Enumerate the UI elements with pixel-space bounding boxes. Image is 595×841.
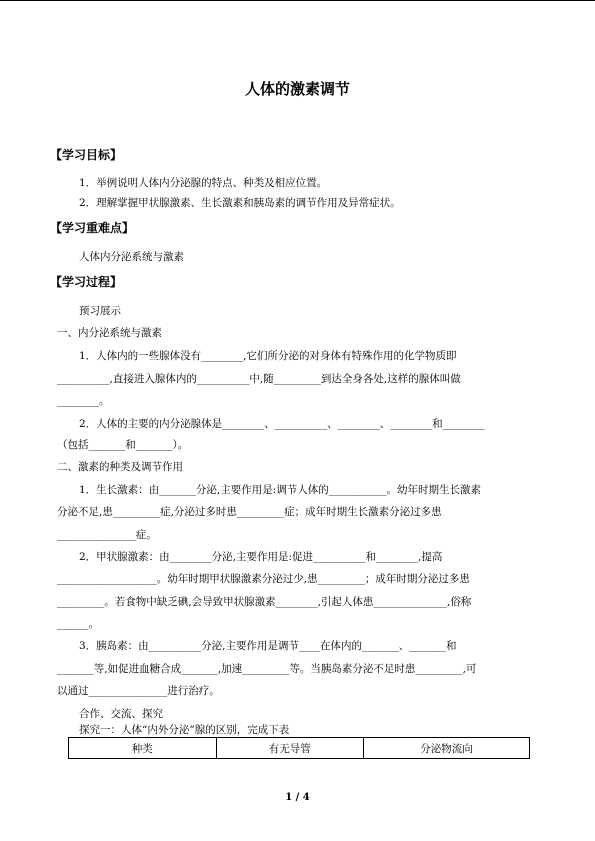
page-title: 人体的激素调节 — [244, 80, 350, 98]
q2-line-2: （包括_______和_______）。 — [57, 439, 189, 451]
top-border-line — [0, 0, 595, 1]
insulin-line-1: 3．胰岛素：由__________分泌,主要作用是调节____在体内的_______、_______和 — [79, 640, 457, 652]
growth-line-3: _______________症。 — [57, 529, 157, 541]
preview-label: 预习展示 — [79, 305, 121, 317]
growth-line-1: 1．生长激素：由_______分泌,主要作用是:调节人体的___________。幼年时期生长激素 — [79, 484, 482, 496]
thyroid-line-1: 2．甲状腺激素：由________分泌,主要作用是:促进__________和________,提高 — [79, 551, 443, 563]
page-number: 1 / 4 — [285, 792, 310, 803]
section-heading-process: 【学习过程】 — [50, 275, 123, 289]
goal-item-1: 1．举例说明人体内分泌腺的特点、种类及相应位置。 — [79, 177, 328, 189]
section-heading-goals: 【学习目标】 — [50, 148, 123, 162]
q1-line-2: __________,直接进入腺体内的__________中,随_________到达全身各处,这样的腺体叫做 — [57, 373, 461, 385]
focus-text: 人体内分泌系统与激素 — [79, 251, 184, 263]
q1-line-1: 1．人体内的一些腺体没有________,它们所分泌的对身体有特殊作用的化学物质即 — [79, 350, 457, 362]
section-heading-focus: 【学习重难点】 — [50, 221, 135, 235]
growth-line-2: 分泌不足,患_________症,分泌过多时患_________症；成年时期生长激素分泌过多患 — [57, 506, 442, 518]
table-header-cell: 有无导管 — [216, 738, 364, 759]
table-header-cell: 分泌物流向 — [364, 738, 530, 759]
thyroid-line-3: _________。若食物中缺乏碘,会导致甲状腺激素________,引起人体患______________,俗称 — [57, 596, 472, 608]
q1-line-3: ________。 — [57, 395, 110, 407]
goal-item-2: 2．理解掌握甲状腺激素、生长激素和胰岛素的调节作用及异常症状。 — [79, 197, 401, 209]
explore-1-label: 探究一：人体“内外分泌”腺的区别，完成下表 — [79, 724, 290, 736]
thyroid-line-2: ___________________。幼年时期甲状腺激素分泌过少,患_________；成年时期分泌过多患 — [57, 573, 470, 585]
coop-label: 合作、交流、探究 — [79, 708, 163, 720]
insulin-line-3: 以通过_______________进行治疗。 — [57, 685, 220, 697]
table-header-cell: 种类 — [69, 738, 217, 759]
q2-line-1: 2．人体的主要的内分泌腺体是________、__________、________、________和________ — [79, 418, 485, 430]
table-header-row — [69, 738, 530, 759]
part1-heading: 一、内分泌系统与激素 — [57, 327, 162, 339]
part2-heading: 二、激素的种类及调节作用 — [57, 461, 183, 473]
thyroid-line-4: ______。 — [57, 618, 99, 630]
gland-comparison-table — [68, 737, 530, 759]
insulin-line-2: _______等,如促进血糖合成_______,加速_________等。当胰岛素分泌不足时患_________,可 — [57, 663, 477, 675]
